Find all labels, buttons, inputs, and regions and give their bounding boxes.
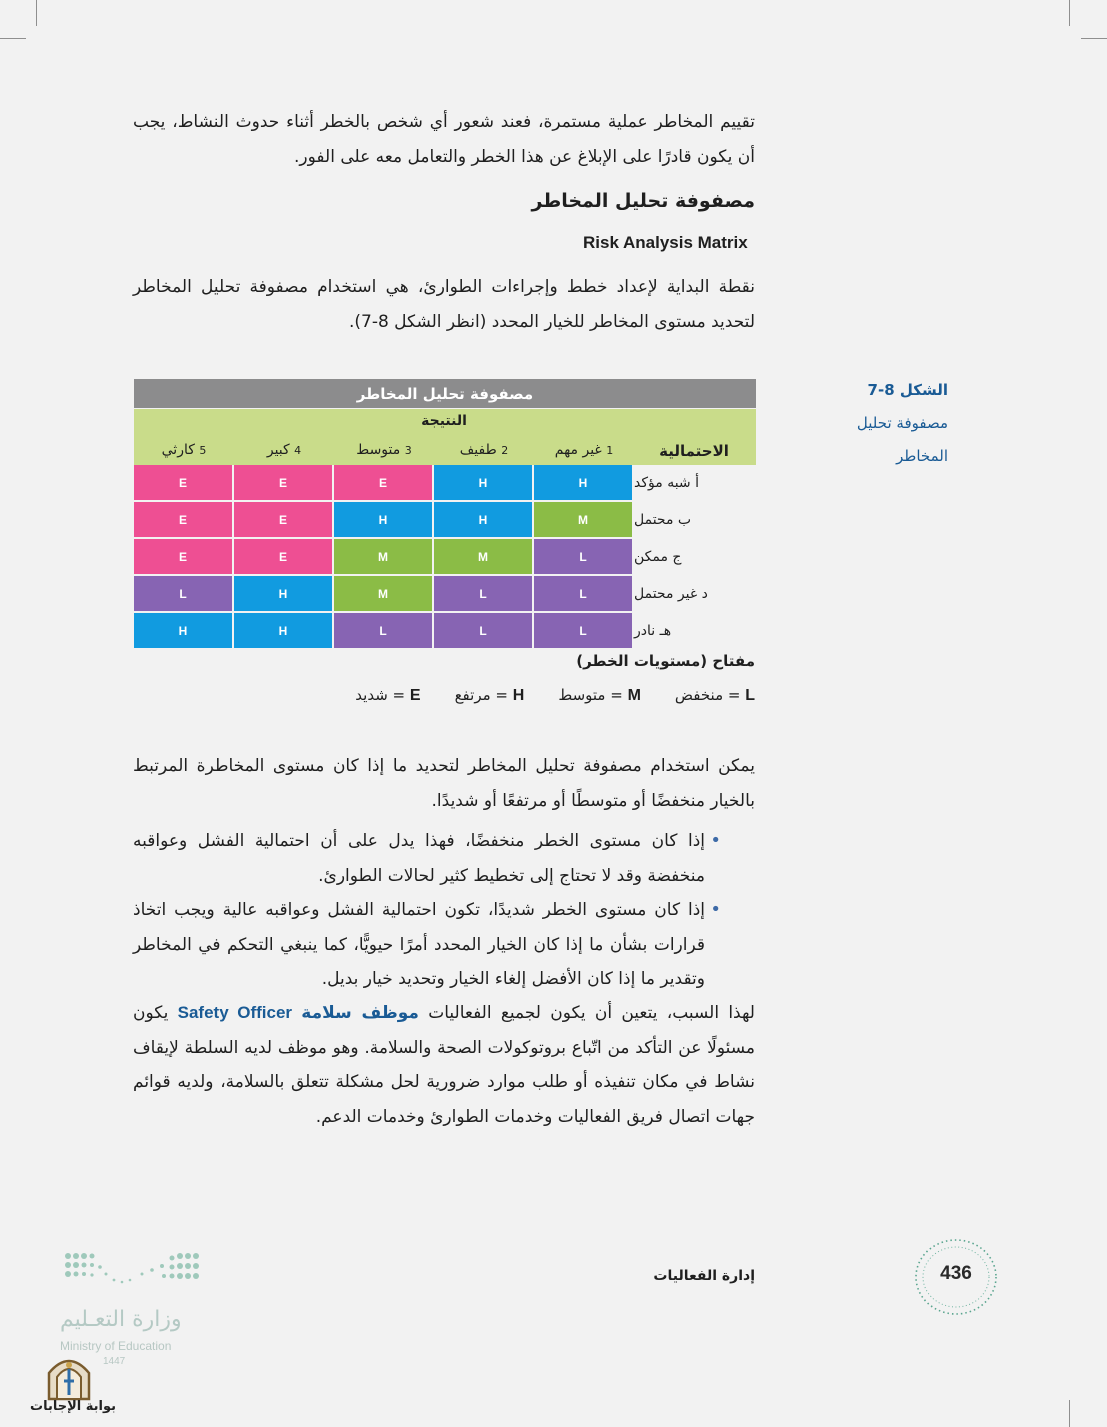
matrix-cell: E: [134, 465, 232, 500]
key-item: [675, 686, 755, 705]
figure-number: الشكل 8-7: [867, 381, 948, 399]
row-label: ب محتمل: [634, 511, 692, 528]
matrix-cell: E: [134, 539, 232, 574]
matrix-title: مصفوفة تحليل المخاطر: [134, 379, 756, 408]
column-number: 3: [404, 444, 412, 457]
matrix-cell: L: [534, 576, 632, 611]
matrix-cell: H: [234, 576, 332, 611]
figure-label: [818, 374, 948, 473]
ministry-name-arabic: وزارة التعـليم: [60, 1307, 182, 1332]
matrix-cell: M: [434, 539, 532, 574]
page-number: 436: [940, 1263, 972, 1284]
crop-mark: [0, 38, 26, 39]
key-item: [558, 686, 641, 705]
matrix-cell: L: [134, 576, 232, 611]
matrix-cell: L: [534, 539, 632, 574]
column-label: كبير: [266, 442, 290, 458]
paragraph-text: لهذا السبب، يتعين أن يكون لجميع الفعاليات: [418, 1003, 755, 1023]
bullet-item: • إذا كان مستوى الخطر منخفضًا، فهذا يدل على أن احتمالية الفشل وعواقبه منخفضة وقد لا تحتاج إلى تخطيط كثير لحالات الطوارئ.: [133, 824, 755, 893]
column-header: [534, 442, 634, 458]
crop-mark: [36, 0, 37, 26]
bullet-list: [133, 824, 755, 997]
paragraph-text: يكون مسئولًا عن التأكد من اتّباع بروتوكولات الصحة والسلامة. وهو موظف لديه السلطة لإيقاف نشاط في مكان تنفيذه أو طلب موارد ضرورية لحل مشكلة تتعلق بالسلامة، ولديه قوائم جهات اتصال فريق الفعاليات وخدمات الطوارئ وخدمات الدعم.: [133, 1003, 755, 1127]
matrix-cell: E: [234, 502, 332, 537]
column-label: طفيف: [459, 442, 497, 458]
row-label: هـ نادر: [634, 622, 672, 639]
row-label: ج ممكن: [634, 548, 682, 565]
column-label: كارثي: [161, 442, 195, 458]
key-item: [355, 686, 420, 705]
section-title-arabic: مصفوفة تحليل المخاطر: [531, 190, 755, 212]
column-header: [134, 442, 234, 458]
watermark-text: بوابة الإجابات: [30, 1399, 116, 1414]
key-title: مفتاح (مستويات الخطر): [576, 652, 755, 670]
column-number: 1: [606, 444, 614, 457]
matrix-cell: E: [234, 465, 332, 500]
column-number: 2: [501, 444, 509, 457]
section-title-english: Risk Analysis Matrix: [583, 233, 748, 252]
column-header: [434, 442, 534, 458]
key-item: [455, 686, 525, 705]
intro-paragraph: تقييم المخاطر عملية مستمرة، فعند شعور أي شخص بالخطر أثناء حدوث النشاط، يجب أن يكون قادرًا على الإبلاغ عن هذا الخطر والتعامل معه على الفور.: [133, 112, 755, 167]
term-english: Safety Officer: [177, 1003, 293, 1022]
running-footer-title: إدارة الفعاليات: [653, 1268, 755, 1284]
matrix-cell: H: [434, 465, 532, 500]
ministry-logo-dots: [62, 1250, 200, 1290]
matrix-cell: H: [234, 613, 332, 648]
key-text: = شديد: [355, 686, 406, 704]
matrix-cell: E: [234, 539, 332, 574]
matrix-cell: M: [334, 576, 432, 611]
term-arabic: موظف سلامة: [301, 1003, 419, 1023]
matrix-cell: M: [534, 502, 632, 537]
matrix-cell: H: [134, 613, 232, 648]
matrix-cell: H: [434, 502, 532, 537]
matrix-cell: L: [434, 613, 532, 648]
likelihood-header: الاحتمالية: [659, 442, 729, 460]
matrix-cell: L: [434, 576, 532, 611]
safety-officer-paragraph: [133, 996, 755, 1134]
matrix-cell: M: [334, 539, 432, 574]
key-code: E: [409, 687, 421, 704]
key-text: = مرتفع: [454, 686, 508, 704]
matrix-cell: H: [334, 502, 432, 537]
column-number: 4: [294, 444, 302, 457]
body-paragraph: يمكن استخدام مصفوفة تحليل المخاطر لتحديد ما إذا كان مستوى المخاطرة المرتبط بالخيار منخفضًا أو متوسطًا أو مرتفعًا أو شديدًا.: [133, 756, 755, 811]
key-code: M: [627, 687, 641, 704]
key-text: = متوسط: [558, 686, 623, 704]
row-label: أ شبه مؤكد: [634, 474, 699, 491]
ministry-name-english: Ministry of Education: [60, 1339, 172, 1353]
column-header: [334, 442, 434, 458]
risk-matrix: [134, 379, 756, 649]
key-code: L: [745, 687, 755, 704]
matrix-cell: H: [534, 465, 632, 500]
column-label: غير مهم: [554, 442, 602, 458]
crop-mark: [1069, 0, 1070, 26]
matrix-cell: E: [334, 465, 432, 500]
column-number: 5: [199, 444, 207, 457]
matrix-cell: L: [534, 613, 632, 648]
bullet-item: • إذا كان مستوى الخطر شديدًا، تكون احتمالية الفشل وعواقبه عالية ويجب اتخاذ قرارات بشأن ما إذا كان الخيار المحدد أمرًا حيويًّا، كما ينبغي التحكم في المخاطر وتقدير ما إذا كان الأفضل إلغاء الخيار وتحديد خيار بديل.: [133, 893, 755, 997]
key-legend: [355, 686, 755, 705]
matrix-cell: E: [134, 502, 232, 537]
key-code: H: [512, 687, 525, 704]
row-label: د غير محتمل: [634, 585, 708, 602]
crop-mark: [1081, 38, 1107, 39]
key-text: = منخفض: [674, 686, 741, 704]
column-header: [234, 442, 334, 458]
section-intro-paragraph: نقطة البداية لإعداد خطط وإجراءات الطوارئ، هي استخدام مصفوفة تحليل المخاطر لتحديد مستوى المخاطر للخيار المحدد (انظر الشكل 8-7).: [133, 277, 755, 332]
figure-caption: مصفوفة تحليل المخاطر: [856, 414, 948, 465]
watermark-mosque-icon: [45, 1351, 93, 1401]
crop-mark: [1069, 1400, 1070, 1427]
column-label: متوسط: [356, 442, 401, 458]
ministry-year: 1447: [103, 1356, 126, 1367]
matrix-cell: L: [334, 613, 432, 648]
outcome-header: النتيجة: [421, 413, 467, 429]
